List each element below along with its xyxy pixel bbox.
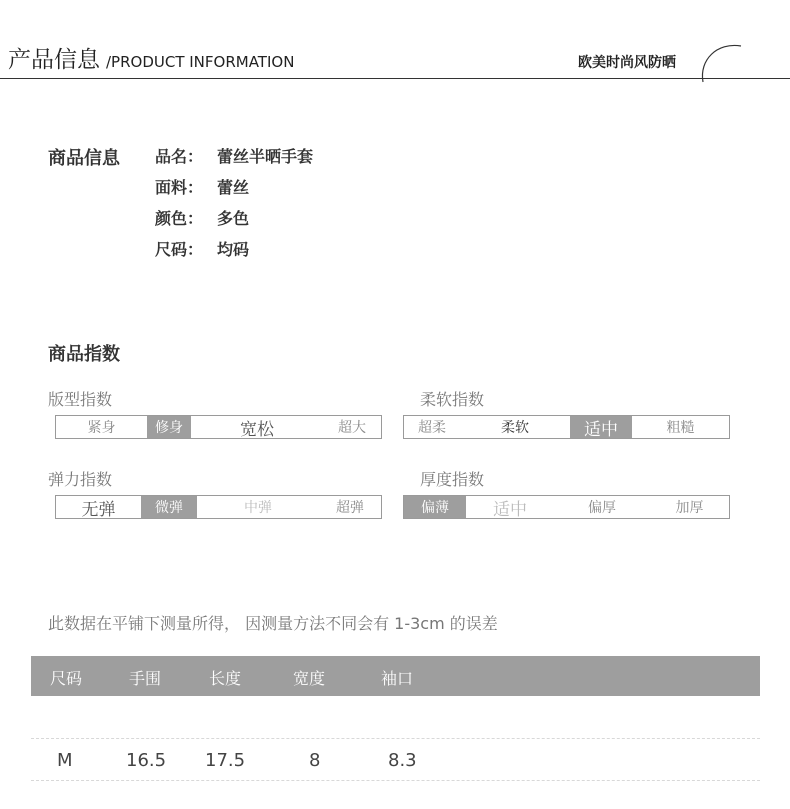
info-key: 品名：	[155, 147, 204, 166]
header-cell: 袖口	[381, 669, 414, 688]
scale-elasticity	[55, 495, 382, 519]
scale-option: 粗糙	[666, 420, 695, 436]
measurement-note: 此数据在平铺下测量所得， 因测量方法不同会有 1-3cm 的误差	[48, 614, 498, 633]
table-cell: M	[57, 750, 73, 771]
scale-option-selected: 适中	[570, 416, 632, 438]
scale-option: 超大	[338, 420, 366, 436]
info-key: 尺码：	[155, 240, 204, 259]
scale-softness	[403, 415, 730, 439]
header-tagline: 欧美时尚风防晒	[578, 55, 676, 71]
scale-option: 中弹	[244, 500, 272, 516]
scale-option-selected: 修身	[147, 416, 191, 438]
header-cell: 宽度	[293, 669, 326, 688]
info-value: 蕾丝半晒手套	[217, 147, 314, 166]
table-cell: 8	[309, 750, 321, 771]
scale-option: 超柔	[418, 420, 446, 436]
scale-label-softness: 柔软指数	[420, 390, 485, 409]
decorative-arc-icon	[697, 40, 757, 90]
header-cell: 尺码	[50, 669, 83, 688]
table-row	[31, 738, 760, 781]
size-table-header	[31, 656, 760, 696]
table-cell: 16.5	[126, 750, 167, 771]
info-row-name	[155, 144, 313, 167]
scale-option: 宽松	[240, 419, 274, 440]
table-cell: 8.3	[388, 750, 417, 771]
scale-option-selected: 偏薄	[404, 496, 466, 518]
info-row-fabric	[155, 175, 249, 198]
scale-option: 偏厚	[588, 500, 616, 516]
scale-label-elasticity: 弹力指数	[48, 470, 113, 489]
scale-thickness	[403, 495, 730, 519]
scale-option: 超弹	[336, 500, 364, 516]
scale-label-thickness: 厚度指数	[420, 470, 485, 489]
info-value: 多色	[217, 209, 250, 228]
scale-option: 柔软	[501, 420, 529, 436]
info-row-size	[155, 237, 249, 260]
info-key: 颜色：	[155, 209, 204, 228]
header-cell: 手围	[129, 669, 162, 688]
table-cell: 17.5	[205, 750, 246, 771]
scale-label-fit: 版型指数	[48, 390, 113, 409]
header-divider	[0, 78, 790, 79]
header-title-en: /PRODUCT INFORMATION	[106, 53, 295, 71]
scale-option: 适中	[493, 499, 527, 520]
scale-option: 无弹	[81, 499, 116, 520]
scale-option: 加厚	[675, 500, 704, 516]
info-value: 蕾丝	[217, 178, 250, 197]
info-key: 面料：	[155, 178, 204, 197]
product-index-title: 商品指数	[48, 344, 120, 365]
info-value: 均码	[217, 240, 250, 259]
scale-fit	[55, 415, 382, 439]
header-cell: 长度	[209, 669, 242, 688]
product-info-title: 商品信息	[48, 148, 120, 169]
header-title-cn: 产品信息	[8, 47, 100, 73]
scale-option: 紧身	[87, 420, 116, 436]
info-row-color	[155, 206, 249, 229]
scale-option-selected: 微弹	[141, 496, 197, 518]
